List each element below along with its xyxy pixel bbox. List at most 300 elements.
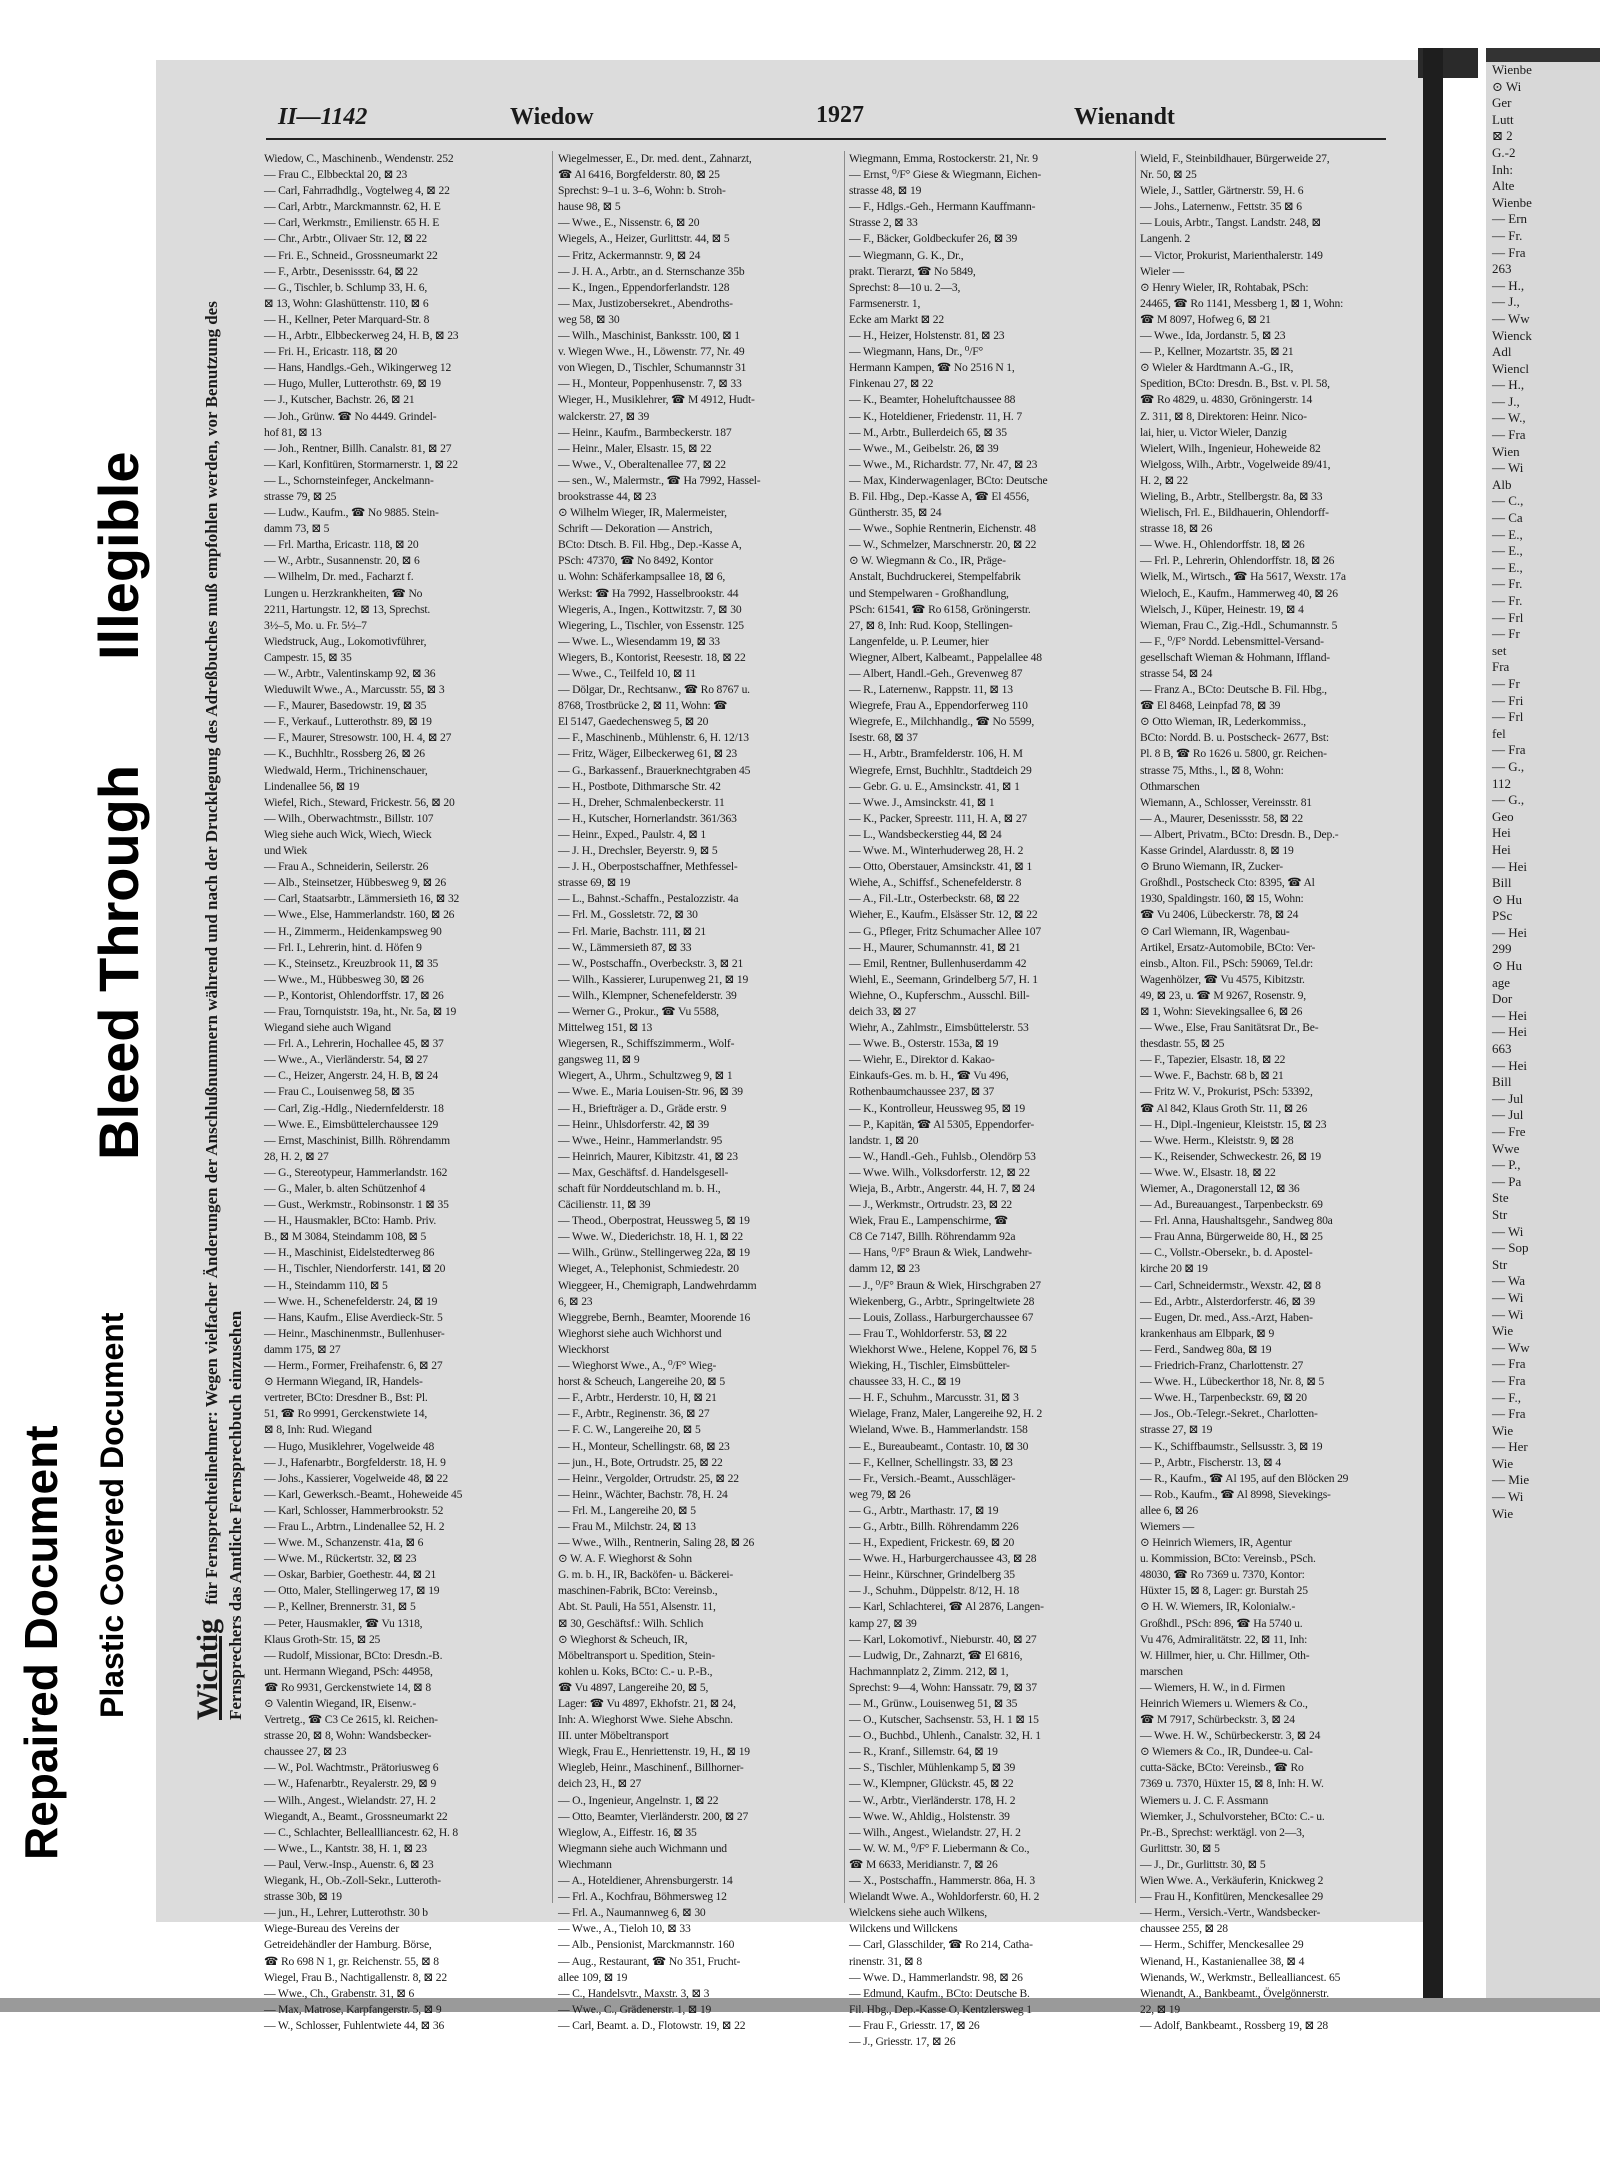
directory-entry: — Heinr., Exped., Paulstr. 4, ⊠ 1: [558, 827, 707, 841]
next-page-line: — Jul: [1492, 1090, 1524, 1106]
directory-entry: strasse 79, ⊠ 25: [264, 489, 337, 503]
directory-entry: Othmarschen: [1140, 779, 1200, 793]
directory-entry: Wiegrefe, Frau A., Eppendorferweg 110: [849, 699, 1028, 713]
directory-entry: Wieloch, E., Kaufm., Hammerweg 40, ⊠ 26: [1140, 586, 1338, 600]
directory-entry: — H., Zimmerm., Heidenkampsweg 90: [264, 924, 442, 938]
directory-entry: — K., Ingen., Eppendorferlandstr. 128: [558, 280, 730, 294]
next-page-line: ⊙ Hu: [1492, 958, 1523, 974]
directory-entry: — J. H. A., Arbtr., an d. Sternschanze 35b: [558, 264, 745, 278]
next-page-line: — Wi: [1492, 1306, 1524, 1322]
directory-entry: — L., Schornsteinfeger, Anckelmann-: [264, 473, 434, 487]
directory-entry: — G., Maler, b. alten Schützenhof 4: [264, 1182, 426, 1195]
next-page-line: — E.,: [1492, 543, 1523, 559]
directory-entry: — Wwe. E., Maria Louisen-Str. 96, ⊠ 39: [558, 1085, 743, 1099]
directory-entry: — O., Ingenieur, Angelnstr. 1, ⊠ 22: [558, 1793, 719, 1807]
directory-entry: — Karl, Lokomotivf., Nieburstr. 40, ⊠ 27: [849, 1632, 1037, 1646]
directory-entry: — Wwe., Ch., Grabenstr. 31, ⊠ 6: [264, 1986, 415, 2000]
directory-entry: — Wwe., Wilh., Rentnerin, Saling 28, ⊠ 26: [558, 1536, 755, 1550]
directory-entry: — Wilhelm, Dr. med., Facharzt f.: [264, 570, 414, 584]
directory-entry: — S., Tischler, Mühlenkamp 5, ⊠ 39: [849, 1761, 1016, 1775]
directory-entry: — Wwe. H., Ohlendorffstr. 18, ⊠ 26: [1140, 538, 1305, 552]
next-page-line: — J.,: [1492, 294, 1520, 310]
directory-entry: — Heinr., Wächter, Bachstr. 78, H. 24: [558, 1487, 728, 1501]
directory-entry: — F., Bäcker, Goldbeckufer 26, ⊠ 39: [849, 232, 1018, 246]
directory-entry: Abt. St. Pauli, Ha 551, Alsenstr. 11,: [558, 1600, 716, 1614]
next-page-line: — Fra: [1492, 742, 1526, 758]
directory-entry: — Frl. Marie, Bachstr. 111, ⊠ 21: [558, 924, 707, 938]
directory-entry: 3½–5, Mo. u. Fr. 5½–7: [264, 618, 367, 632]
directory-entry: damm 12, ⊠ 23: [849, 1262, 920, 1276]
directory-entry: PSch: 47370, ☎ No 8492, Kontor: [558, 554, 713, 568]
directory-entry: Wiegrefe, E., Milchhandlg., ☎ No 5599,: [849, 715, 1035, 729]
directory-entry: — F., Hdlgs.-Geh., Hermann Kauffmann-: [849, 200, 1036, 214]
directory-entry: — Wwe., M., Geibelstr. 26, ⊠ 39: [849, 441, 999, 455]
directory-entry: Lager: ☎ Vu 4897, Ekhofstr. 21, ⊠ 24,: [558, 1697, 736, 1710]
directory-entry: ⊙ Hermann Wiegand, IR, Handels-: [264, 1375, 423, 1389]
directory-entry: III. unter Möbeltransport: [558, 1729, 669, 1743]
next-page-line: — Hei: [1492, 1024, 1528, 1040]
directory-entry: 51, ☎ Ro 9991, Gerckenstwiete 14,: [264, 1407, 428, 1421]
directory-entry: Vu 476, Admiralitätstr. 22, ⊠ 11, Inh:: [1140, 1632, 1308, 1646]
directory-entry: — Wilh., Oberwachtmstr., Billstr. 107: [264, 811, 434, 825]
directory-entry: Wiegel, Frau B., Nachtigallenstr. 8, ⊠ 22: [264, 1970, 447, 1984]
directory-entry: BCto: Nordd. B. u. Postscheck- 2677, Bst:: [1140, 731, 1329, 745]
directory-entry: — Frau T., Wohldorferstr. 53, ⊠ 22: [849, 1326, 1007, 1340]
directory-entry: Lindenallee 56, ⊠ 19: [264, 779, 360, 793]
directory-entry: — W., Arbtr., Valentinskamp 92, ⊠ 36: [264, 667, 436, 680]
directory-entry: gesellschaft Wieman & Hohmann, Iffland-: [1140, 650, 1330, 664]
directory-entry: — M., Grünw., Louisenweg 51, ⊠ 35: [849, 1697, 1018, 1710]
directory-entry: — R., Laternenw., Rappstr. 11, ⊠ 13: [849, 683, 1013, 697]
directory-entry: ☎ Vu 2406, Lübeckerstr. 78, ⊠ 24: [1140, 908, 1299, 922]
directory-entry: — Alb., Steinsetzer, Hübbesweg 9, ⊠ 26: [264, 876, 446, 890]
directory-entry: — Alb., Pensionist, Marckmannstr. 160: [558, 1938, 735, 1952]
directory-entry: — Wwe. Wilh., Volksdorferstr. 12, ⊠ 22: [849, 1165, 1030, 1179]
directory-entry: — F., Maschinenb., Mühlenstr. 6, H. 12/13: [558, 731, 749, 745]
directory-entry: — Friedrich-Franz, Charlottenstr. 27: [1140, 1359, 1304, 1373]
directory-entry: — Frau, Tornquiststr. 19a, ht., Nr. 5a, ⊠ 19: [264, 1004, 457, 1018]
directory-entry: — Fri. H., Ericastr. 118, ⊠ 20: [264, 345, 398, 359]
directory-entry: — Fri. E., Schneid., Grossneumarkt 22: [264, 248, 438, 262]
directory-entry: hof 81, ⊠ 13: [264, 425, 322, 439]
next-page-line: — Fr: [1492, 675, 1520, 691]
directory-entry: Hermann Kampen, ☎ No 2516 N 1,: [849, 361, 1015, 375]
directory-entry: — Wwe. B., Osterstr. 153a, ⊠ 19: [849, 1037, 999, 1051]
directory-entry: — Carl, Schneidermstr., Wexstr. 42, ⊠ 8: [1140, 1278, 1321, 1292]
directory-entry: — Wwe. H., Lübeckerthor 18, Nr. 8, ⊠ 5: [1140, 1375, 1325, 1389]
next-page-line: — Wi: [1492, 1489, 1524, 1505]
directory-entry: — F., Maurer, Basedowstr. 19, ⊠ 35: [264, 699, 427, 713]
next-page-line: Alte: [1492, 178, 1515, 194]
directory-entry: Wiedstruck, Aug., Lokomotivführer,: [264, 634, 427, 648]
directory-entry: — J. H., Oberpostschaffner, Methfessel-: [558, 860, 738, 874]
directory-entry: — P., Arbtr., Fischerstr. 13, ⊠ 4: [1140, 1455, 1281, 1469]
directory-entry: — Carl, Beamt. a. D., Flotowstr. 19, ⊠ 22: [558, 2018, 746, 2032]
directory-entry: ☎ Al 842, Klaus Groth Str. 11, ⊠ 26: [1140, 1101, 1308, 1115]
directory-entry: — J., ⁰/F° Braun & Wiek, Hirschgraben 27: [849, 1278, 1041, 1292]
directory-entry: — Wwe. W., Elsastr. 18, ⊠ 22: [1140, 1165, 1276, 1179]
directory-entry: strasse 27, ⊠ 19: [1140, 1423, 1213, 1437]
directory-entry: — J., Kutscher, Bachstr. 26, ⊠ 21: [264, 393, 415, 407]
directory-entry: — Wwe. L., Wiesendamm 19, ⊠ 33: [558, 634, 720, 648]
directory-entry: — Wwe., A., Tieloh 10, ⊠ 33: [558, 1922, 691, 1936]
next-page-line: Inh:: [1492, 161, 1513, 177]
next-page-line: fel: [1492, 725, 1506, 741]
directory-entry: allee 6, ⊠ 26: [1140, 1503, 1198, 1517]
directory-entry: Wieling, B., Arbtr., Stellbergstr. 8a, ⊠ 33: [1140, 489, 1323, 503]
page-header: [266, 104, 1386, 140]
directory-entry: — Frl. Anna, Haushaltsgehr., Sandweg 80a: [1140, 1214, 1333, 1228]
directory-entry: Wielckens siehe auch Wilkens,: [849, 1906, 987, 1920]
directory-entry: ⊠ 1, Wohn: Sievekingsallee 6, ⊠ 26: [1140, 1004, 1303, 1018]
directory-entry: — W., Postschaffn., Overbeckstr. 3, ⊠ 21: [558, 956, 744, 970]
directory-entry: — H., Monteur, Poppenhusenstr. 7, ⊠ 33: [558, 377, 742, 391]
repaired-document-label: Repaired Document: [15, 1425, 67, 1860]
directory-entry: 8768, Trostbrücke 2, ⊠ 11, Wohn: ☎: [558, 699, 728, 713]
directory-entry: landstr. 1, ⊠ 20: [849, 1133, 919, 1147]
directory-entry: chaussee 27, ⊠ 23: [264, 1745, 347, 1759]
directory-entry: Schrift — Dekoration — Anstrich,: [558, 522, 713, 536]
directory-entry: — H., Postbote, Dithmarsche Str. 42: [558, 779, 721, 793]
directory-entry: ☎ Ro 9931, Gerckenstwiete 14, ⊠ 8: [264, 1680, 431, 1694]
directory-entry: Einkaufs-Ges. m. b. H., ☎ Vu 496,: [849, 1069, 1009, 1083]
column-divider: [844, 151, 845, 1903]
directory-entry: Wiehe, A., Schiffsf., Schenefelderstr. 8: [849, 876, 1022, 890]
directory-entry: Wieglow, A., Eiffestr. 16, ⊠ 35: [558, 1825, 697, 1839]
directory-entry: H. 2, ⊠ 22: [1140, 473, 1188, 487]
next-page-line: Wie: [1492, 1505, 1514, 1521]
directory-entry: Langenfelde, u. P. Leumer, hier: [849, 634, 989, 648]
directory-entry: — sen., W., Malermstr., ☎ Ha 7992, Hassel-: [558, 473, 761, 487]
directory-entry: kamp 27, ⊠ 39: [849, 1616, 917, 1630]
directory-entry: — W., Schmelzer, Marschnerstr. 20, ⊠ 22: [849, 538, 1037, 552]
directory-entry: und Wiek: [264, 844, 308, 858]
directory-entry: — Wilh., Maschinist, Banksstr. 100, ⊠ 1: [558, 329, 740, 343]
directory-entry: Kasse Grindel, Alardusstr. 8, ⊠ 19: [1140, 844, 1294, 858]
directory-entry: — Heinr., Kürschner, Grindelberg 35: [849, 1568, 1015, 1582]
directory-entry: Wiemker, J., Schulvorsteher, BCto: C.- u.: [1140, 1809, 1325, 1823]
next-page-line: Str: [1492, 1256, 1508, 1272]
directory-entry: — Hans, Kaufm., Elise Averdieck-Str. 5: [264, 1310, 443, 1324]
directory-entry: Spedition, BCto: Dresdn. B., Bst. v. Pl. 58,: [1140, 377, 1330, 391]
directory-entry: C8 Ce 7147, Billh. Röhrendamm 92a: [849, 1230, 1016, 1244]
directory-entry: 24465, ☎ Ro 1141, Messberg 1, ⊠ 1, Wohn:: [1140, 296, 1344, 310]
directory-entry: strasse 18, ⊠ 26: [1140, 522, 1213, 536]
directory-entry: — Albert, Privatm., BCto: Dresdn. B., Dep.-: [1140, 827, 1339, 841]
directory-entry: strasse 48, ⊠ 19: [849, 184, 922, 198]
directory-entry: ⊠ 13, Wohn: Glashüttenstr. 110, ⊠ 6: [264, 296, 429, 310]
directory-column-1: [264, 151, 550, 2032]
directory-entry: Wieja, B., Arbtr., Angerstr. 44, H. 7, ⊠ 24: [849, 1182, 1035, 1195]
next-page-line: — G.,: [1492, 758, 1525, 774]
directory-entry: Wiegrefe, Ernst, Buchhltr., Stadtdeich 29: [849, 763, 1032, 777]
next-page-line: Wienck: [1492, 327, 1532, 343]
directory-entry: — Joh., Grünw. ☎ No 4449. Grindel-: [264, 409, 437, 423]
next-page-line: — Fr.: [1492, 593, 1523, 608]
directory-entry: — H., Dipl.-Ingenieur, Kleiststr. 15, ⊠ 23: [1140, 1117, 1327, 1131]
directory-entry: — H., Monteur, Schellingstr. 68, ⊠ 23: [558, 1439, 730, 1453]
directory-entry: — Fr., Versich.-Beamt., Ausschläger-: [849, 1471, 1016, 1485]
directory-entry: Werkst: ☎ Ha 7992, Hasselbrookstr. 44: [558, 586, 739, 600]
directory-entry: — Herm., Schiffer, Menckesallee 29: [1140, 1938, 1304, 1952]
directory-entry: — Hugo, Muller, Lutterothstr. 69, ⊠ 19: [264, 377, 441, 391]
next-page-line: — Hei: [1492, 1057, 1528, 1073]
directory-entry: Wielert, Wilh., Ingenieur, Hoheweide 82: [1140, 441, 1321, 455]
directory-entry: ⊠ 30, Geschäftsf.: Wilh. Schlich: [558, 1616, 704, 1630]
directory-entry: ⊠ 8, Inh: Rud. Wiegand: [264, 1423, 372, 1437]
directory-entry: ⊙ W. A. F. Wieghorst & Sohn: [558, 1552, 692, 1566]
directory-entry: deich 23, H., ⊠ 27: [558, 1777, 642, 1791]
page-number: II—1142: [278, 104, 368, 130]
directory-entry: — W., Arbtr., Susannenstr. 20, ⊠ 6: [264, 554, 420, 568]
directory-entry: Wiehr, A., Zahlmstr., Eimsbüttelerstr. 53: [849, 1021, 1029, 1035]
directory-entry: Wiegmann, Emma, Rostockerstr. 21, Nr. 9: [849, 152, 1038, 165]
directory-entry: — Max, Kinderwagenlager, BCto: Deutsche: [849, 473, 1048, 487]
directory-entry: — Rob., Kaufm., ☎ Al 8998, Sievekings-: [1140, 1487, 1331, 1501]
next-page-line: Lutt: [1492, 111, 1514, 127]
next-page-line: Wienbe: [1492, 194, 1532, 210]
directory-entry: — Wilh., Klempner, Schenefelderstr. 39: [558, 988, 737, 1002]
directory-entry: unt. Hermann Wiegand, PSch: 44958,: [264, 1664, 433, 1678]
directory-entry: — Aug., Restaurant, ☎ No 351, Frucht-: [558, 1954, 741, 1968]
directory-entry: Pl. 8 B, ☎ Ro 1626 u. 5800, gr. Reichen-: [1140, 747, 1327, 761]
directory-entry: — G., Stereotypeur, Hammerlandstr. 162: [264, 1165, 448, 1179]
directory-entry: — Wwe., L., Kantstr. 38, H. 1, ⊠ 23: [264, 1841, 427, 1855]
directory-entry: — K., Kontrolleur, Heussweg 95, ⊠ 19: [849, 1101, 1025, 1115]
directory-entry: — Wwe. H., Schenefelderstr. 24, ⊠ 19: [264, 1294, 438, 1308]
directory-entry: Wagenhölzer, ☎ Vu 4575, Kibitzstr.: [1140, 972, 1305, 986]
directory-entry: Wienandt, A., Bankbeamt., Övelgönnerstr.: [1140, 1986, 1329, 2000]
directory-entry: — Jos., Ob.-Telegr.-Sekret., Charlotten-: [1140, 1407, 1318, 1421]
directory-entry: Wiegering, L., Tischler, von Essenstr. 125: [558, 618, 744, 632]
next-page-line: age: [1492, 974, 1511, 990]
directory-entry: 48030, ☎ Ro 7369 u. 7370, Kontor:: [1140, 1568, 1305, 1582]
directory-entry: Wieckhorst: [558, 1342, 609, 1356]
directory-entry: — P., Kellner, Mozartstr. 35, ⊠ 21: [1140, 345, 1294, 359]
directory-column-2: [558, 151, 844, 2032]
directory-entry: — H., Briefträger a. D., Gräde erstr. 9: [558, 1101, 727, 1115]
directory-entry: — Frau M., Milchstr. 24, ⊠ 13: [558, 1519, 696, 1533]
directory-entry: — Wwe. M., Winterhuderweg 28, H. 2: [849, 844, 1024, 858]
directory-entry: — C., Handelsvtr., Maxstr. 3, ⊠ 3: [558, 1986, 710, 2000]
directory-entry: thesdastr. 55, ⊠ 25: [1140, 1037, 1225, 1051]
directory-entry: Wiemann, A., Schlosser, Vereinsstr. 81: [1140, 795, 1312, 809]
directory-entry: Wiegk, Frau E., Henriettenstr. 19, H., ⊠ 19: [558, 1745, 750, 1759]
next-page-line: Alb: [1492, 476, 1512, 492]
directory-entry: allee 109, ⊠ 19: [558, 1970, 628, 1984]
directory-entry: — Wiegmann, G. K., Dr.,: [849, 248, 964, 262]
directory-entry: walckerstr. 27, ⊠ 39: [558, 409, 650, 423]
directory-entry: — Frau C., Elbbecktal 20, ⊠ 23: [264, 168, 408, 182]
directory-entry: und Stempelwaren - Großhandlung,: [849, 586, 1009, 600]
next-page-line: — Fra: [1492, 1406, 1526, 1422]
directory-entry: — Heinr., Kaufm., Barmbeckerstr. 187: [558, 425, 732, 439]
directory-entry: ⊙ Valentin Wiegand, IR, Eisenw.-: [264, 1697, 417, 1710]
directory-entry: Wiehne, O., Kupferschm., Ausschl. Bill-: [849, 988, 1030, 1002]
directory-entry: — Herm., Former, Freihafenstr. 6, ⊠ 27: [264, 1359, 443, 1373]
next-page-line: Adl: [1492, 344, 1512, 360]
directory-entry: — Wieghorst Wwe., A., ⁰/F° Wieg-: [558, 1359, 717, 1373]
directory-entry: horst & Scheuch, Langereihe 20, ⊠ 5: [558, 1375, 725, 1389]
next-page-line: — Fra: [1492, 1356, 1526, 1372]
directory-entry: Güntherstr. 35, ⊠ 24: [849, 506, 942, 520]
next-page-line: — Wa: [1492, 1273, 1526, 1289]
directory-entry: Wiegank, H., Ob.-Zoll-Sekr., Lutteroth-: [264, 1874, 441, 1888]
directory-entry: Wieher, E., Kaufm., Elsässer Str. 12, ⊠ 22: [849, 908, 1038, 922]
directory-entry: ☎ M 7917, Schürbeckstr. 3, ⊠ 24: [1140, 1713, 1295, 1727]
next-page-line: — Ww: [1492, 310, 1530, 326]
next-page-line: 263: [1492, 261, 1512, 277]
directory-entry: — Heinr., Uhlsdorferstr. 42, ⊠ 39: [558, 1117, 709, 1131]
directory-entry: — W., Pol. Wachtmstr., Prätoriusweg 6: [264, 1761, 439, 1775]
next-page-line: — Ern: [1492, 211, 1528, 227]
next-page-line: — Ww: [1492, 1339, 1530, 1355]
directory-entry: — W., Hafenarbtr., Reyalerstr. 29, ⊠ 9: [264, 1777, 437, 1791]
directory-entry: — Wwe. J., Amsinckstr. 41, ⊠ 1: [849, 795, 995, 809]
directory-entry: — H. F., Schuhm., Marcusstr. 31, ⊠ 3: [849, 1391, 1019, 1405]
directory-entry: 7369 u. 7370, Hüxter 15, ⊠ 8, Inh: H. W.: [1140, 1777, 1324, 1791]
directory-entry: — Carl, Glasschilder, ☎ Ro 214, Catha-: [849, 1938, 1033, 1952]
next-page-line: — Hei: [1492, 858, 1528, 874]
next-page-line: — Fr: [1492, 626, 1520, 642]
directory-entry: — P., Kapitän, ☎ Al 5305, Eppendorfer-: [849, 1117, 1034, 1131]
directory-entry: Isestr. 68, ⊠ 37: [849, 731, 918, 745]
directory-entry: PSch: 61541, ☎ Ro 6158, Gröningerstr.: [849, 602, 1031, 616]
directory-entry: Wielisch, Frl. E., Bildhauerin, Ohlendorff-: [1140, 506, 1329, 520]
next-page-line: — Ca: [1492, 510, 1523, 526]
next-page-line: — Mie: [1492, 1472, 1530, 1488]
directory-entry: — E., Bureaubeamt., Contastr. 10, ⊠ 30: [849, 1439, 1029, 1453]
directory-entry: chaussee 33, H. C., ⊠ 19: [849, 1375, 961, 1389]
directory-entry: Inh: A. Wieghorst Wwe. Siehe Abschn.: [558, 1713, 733, 1727]
directory-entry: ☎ M 6633, Meridianstr. 7, ⊠ 26: [849, 1857, 998, 1871]
directory-entry: — A., Hoteldiener, Ahrensburgerstr. 14: [558, 1874, 733, 1888]
next-page-line: Wiencl: [1492, 360, 1530, 376]
directory-entry: Wiekenberg, G., Arbtr., Springeltwiete 28: [849, 1294, 1035, 1308]
directory-entry: — W., Handl.-Geh., Fuhlsb., Olendörp 53: [849, 1149, 1036, 1163]
directory-entry: — Dölgar, Dr., Rechtsanw., ☎ Ro 8767 u.: [558, 683, 750, 697]
directory-entry: kirche 20 ⊠ 19: [1140, 1262, 1208, 1276]
directory-entry: Wiechmann: [558, 1857, 612, 1871]
directory-entry: — Heinr., Maler, Elsastr. 15, ⊠ 22: [558, 441, 712, 455]
next-page-line: — Jul: [1492, 1107, 1524, 1123]
directory-entry: Wield, F., Steinbildhauer, Bürgerweide 27,: [1140, 152, 1330, 165]
directory-entry: — Max, Geschäftsf. d. Handelsgesell-: [558, 1165, 729, 1179]
directory-entry: prakt. Tierarzt, ☎ No 5849,: [849, 264, 976, 278]
directory-entry: ⊙ Bruno Wiemann, IR, Zucker-: [1140, 860, 1283, 874]
directory-entry: — W., Schlosser, Fuhlentwiete 44, ⊠ 36: [264, 2018, 445, 2032]
directory-entry: Rothenbaumchaussee 237, ⊠ 37: [849, 1085, 995, 1099]
bleed-through-label: Bleed Through: [87, 764, 150, 1160]
directory-entry: — Wwe. F., Bachstr. 68 b, ⊠ 21: [1140, 1069, 1284, 1083]
directory-entry: 49, ⊠ 23, u. ☎ M 9267, Rosenstr. 9,: [1140, 988, 1306, 1002]
directory-entry: strasse 30b, ⊠ 19: [264, 1890, 342, 1904]
directory-entry: — Frl. A., Naumannweg 6, ⊠ 30: [558, 1906, 706, 1920]
directory-entry: — Wiemers, H. W., in d. Firmen: [1140, 1680, 1285, 1694]
directory-entry: — Emil, Rentner, Bullenhuserdamm 42: [849, 956, 1027, 970]
directory-entry: — Wwe., Else, Frau Sanitätsrat Dr., Be-: [1140, 1021, 1319, 1035]
plastic-covered-label: Plastic Covered Document: [94, 1312, 130, 1718]
next-page-line: — E.,: [1492, 526, 1523, 542]
directory-entry: Farmsenerstr. 1,: [849, 296, 921, 310]
directory-entry: — K., Hoteldiener, Friedenstr. 11, H. 7: [849, 409, 1022, 423]
directory-entry: Wiege-Bureau des Vereins der: [264, 1922, 400, 1936]
directory-entry: Wiemers u. J. C. F. Assmann: [1140, 1793, 1269, 1807]
directory-entry: — Wwe. H., Harburgerchaussee 43, ⊠ 28: [849, 1552, 1037, 1566]
directory-entry: Hüxter 15, ⊠ 8, Lager: gr. Burstah 25: [1140, 1584, 1308, 1598]
directory-entry: — H., Kutscher, Hornerlandstr. 361/363: [558, 811, 737, 825]
directory-entry: Nr. 50, ⊠ 25: [1140, 168, 1197, 182]
next-page-line: Wie: [1492, 1422, 1514, 1438]
directory-entry: Wielgoss, Wilh., Arbtr., Vogelweide 89/41,: [1140, 457, 1331, 471]
directory-entry: — Frau Anna, Bürgerweide 80, H., ⊠ 25: [1140, 1230, 1323, 1244]
directory-entry: — Carl, Werkmstr., Emilienstr. 65 H. E: [264, 216, 440, 230]
directory-entry: — Franz A., BCto: Deutsche B. Fil. Hbg.,: [1140, 683, 1327, 697]
next-page-line: — W.,: [1492, 410, 1526, 426]
directory-entry: — Ernst, Maschinist, Billh. Röhrendamm: [264, 1133, 450, 1147]
directory-entry: weg 79, ⊠ 26: [849, 1487, 911, 1501]
directory-entry: — Fritz, Ackermannstr. 9, ⊠ 24: [558, 248, 701, 262]
next-page-line: ⊙ Wi: [1492, 78, 1522, 94]
directory-entry: ☎ Al 6416, Borgfelderstr. 80, ⊠ 25: [558, 168, 720, 182]
directory-entry: — Wilh., Angest., Wielandstr. 27, H. 2: [264, 1793, 436, 1807]
directory-entry: — Karl, Schlachterei, ☎ Al 2876, Langen-: [849, 1600, 1044, 1614]
directory-entry: — W. W. M., ⁰/F° F. Liebermann & Co.,: [849, 1841, 1030, 1855]
directory-entry: Wiegmann siehe auch Wichmann und: [558, 1841, 727, 1855]
directory-entry: — R., Kranf., Sillemstr. 64, ⊠ 19: [849, 1745, 998, 1759]
directory-entry: — Edmund, Kaufm., BCto: Deutsche B.: [849, 1986, 1030, 2000]
directory-entry: — Wilh., Grünw., Stellingerweg 22a, ⊠ 19: [558, 1246, 750, 1260]
directory-entry: Möbeltransport u. Spedition, Stein-: [558, 1648, 715, 1662]
directory-entry: — Gust., Werkmstr., Robinsonstr. 1 ⊠ 35: [264, 1198, 449, 1212]
directory-entry: Wielage, Franz, Maler, Langereihe 92, H. 2: [849, 1407, 1043, 1421]
directory-entry: Wielsch, J., Küper, Heinestr. 19, ⊠ 4: [1140, 602, 1304, 616]
directory-entry: — Otto, Oberstauer, Amsinckstr. 41, ⊠ 1: [849, 860, 1033, 874]
directory-entry: — G., Pfleger, Fritz Schumacher Allee 107: [849, 924, 1041, 938]
header-year: 1927: [816, 102, 864, 128]
directory-entry: — H., Heizer, Holstenstr. 81, ⊠ 23: [849, 329, 1005, 343]
directory-entry: — Wwe., Heinr., Hammerlandstr. 95: [558, 1133, 723, 1147]
directory-entry: chaussee 255, ⊠ 28: [1140, 1922, 1228, 1936]
directory-entry: — Oskar, Barbier, Goethestr. 44, ⊠ 21: [264, 1568, 437, 1582]
directory-entry: Wieget, A., Telephonist, Schmiedestr. 20: [558, 1262, 739, 1276]
next-page-line: ⊠ 2: [1492, 128, 1513, 144]
directory-entry: — Adolf, Bankbeamt., Rossberg 19, ⊠ 28: [1140, 2018, 1329, 2032]
directory-entry: — W., Arbtr., Vierländerstr. 178, H. 2: [849, 1793, 1016, 1807]
next-page-line: — Pa: [1492, 1173, 1522, 1189]
directory-entry: Wienands, W., Werkmstr., Bellealliancest. 65: [1140, 1970, 1341, 1984]
directory-entry: — G., Arbtr., Marthastr. 17, ⊠ 19: [849, 1503, 999, 1517]
directory-entry: Wien Wwe. A., Verkäuferin, Knickweg 2: [1140, 1874, 1324, 1888]
directory-entry: Wiehl, E., Seemann, Grindelberg 5/7, H. 1: [849, 972, 1038, 986]
directory-entry: — Hans, ⁰/F° Braun & Wiek, Landwehr-: [849, 1246, 1032, 1260]
directory-entry: — K., Steinsetz., Kreuzbrook 11, ⊠ 35: [264, 956, 439, 970]
directory-entry: — Wiegmann, Hans, Dr., ⁰/F°: [849, 345, 983, 359]
directory-entry: — P., Kontorist, Ohlendorffstr. 17, ⊠ 26: [264, 988, 444, 1002]
directory-entry: G. m. b. H., IR, Backöfen- u. Bäckerei-: [558, 1568, 734, 1582]
directory-entry: v. Wiegen Wwe., H., Löwenstr. 77, Nr. 49: [558, 345, 745, 359]
directory-entry: Artikel, Ersatz-Automobile, BCto: Ver-: [1140, 940, 1316, 954]
next-page-line: 299: [1492, 941, 1512, 957]
directory-entry: — Wwe. W., Diederichstr. 18, H. 1, ⊠ 22: [558, 1230, 743, 1244]
directory-entry: — F., Kellner, Schellingstr. 33, ⊠ 23: [849, 1455, 1013, 1469]
header-last-keyword: Wienandt: [1074, 104, 1175, 130]
directory-entry: Großhdl., Postscheck Cto: 8395, ☎ Al: [1140, 876, 1315, 890]
directory-entry: strasse 69, ⊠ 19: [558, 876, 631, 890]
directory-entry: Wieland, Wwe. B., Hammerlandstr. 158: [849, 1423, 1028, 1437]
next-page-line: Fra: [1492, 659, 1510, 675]
page-edge-shadow: [1423, 48, 1443, 2003]
